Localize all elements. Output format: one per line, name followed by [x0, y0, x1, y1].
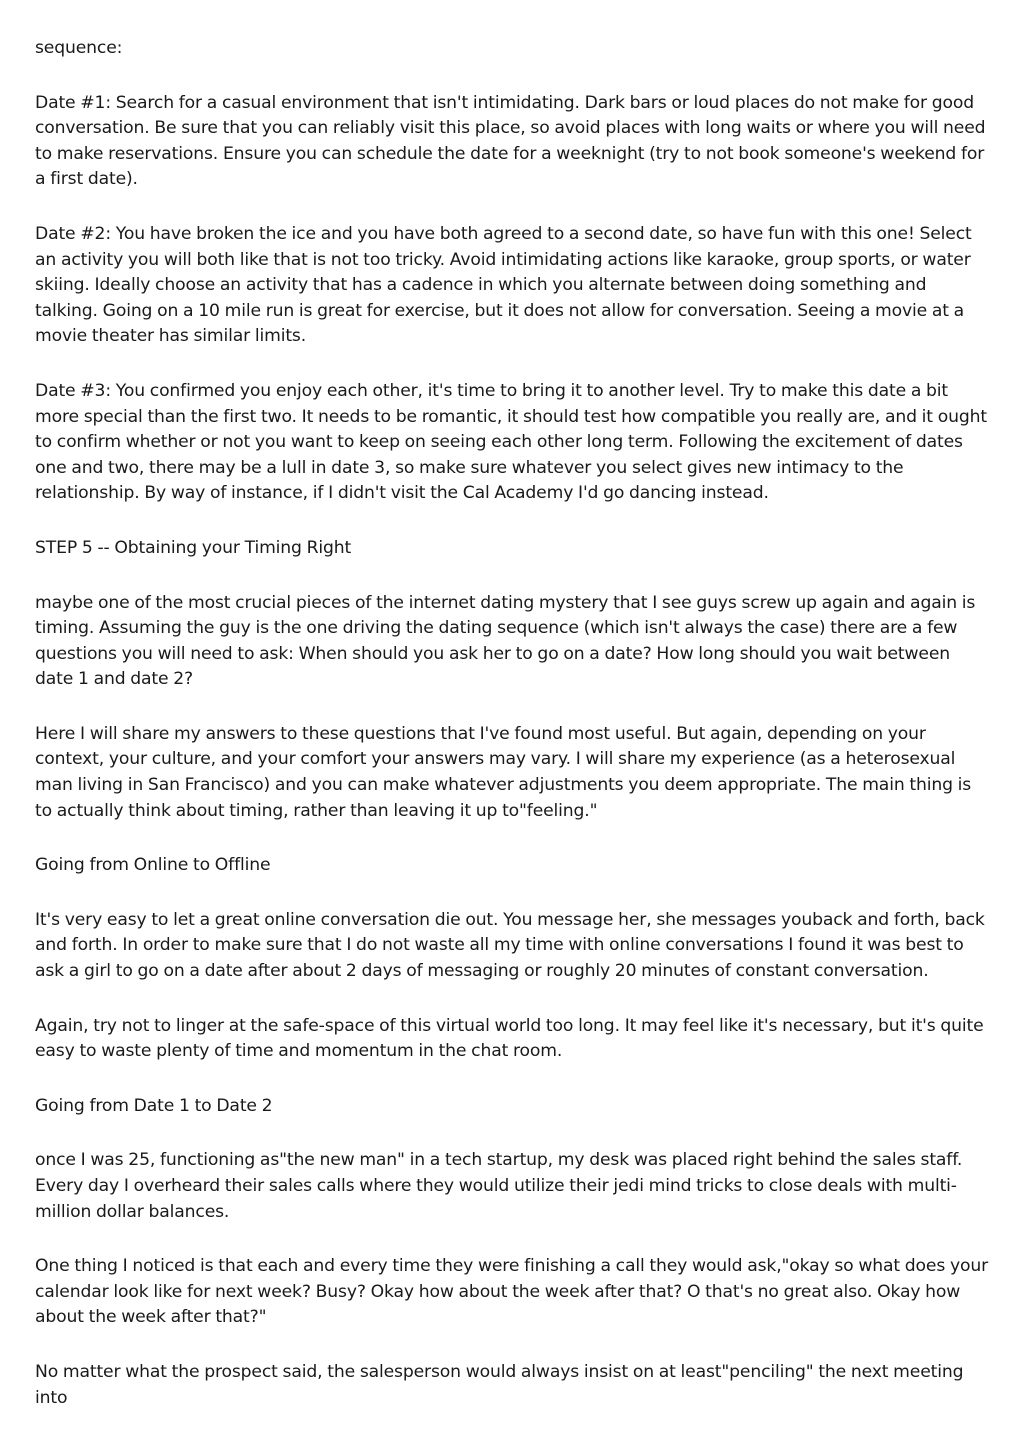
- heading-step-5: STEP 5 -- Obtaining your Timing Right: [35, 537, 352, 558]
- document-page: [35, 36, 991, 1440]
- paragraph-sales-calls: One thing I noticed is that each and every time they were finishing a call they would ask,"okay so what does your calendar look like for next week? Busy? Okay how about the week after that? O that's no great also. Okay how about the week after that?": [35, 1256, 988, 1328]
- paragraph-virtual-world: Again, try not to linger at the safe-space of this virtual world too long. It may feel like it's necessary, but it's quite easy to waste plenty of time and momentum in the chat room.: [35, 1015, 984, 1062]
- paragraph-answers: Here I will share my answers to these questions that I've found most useful. But again, depending on your context, your culture, and your comfort your answers may vary. I will share my experience (as a heterosexual man living in San Francisco) and you can make whatever adjustments you deem appropriate. The main thing is to actually think about timing, rather than leaving it up to"feeling.": [35, 723, 972, 821]
- heading-online-to-offline: Going from Online to Offline: [35, 855, 271, 876]
- paragraph-sequence-label: sequence:: [35, 38, 123, 58]
- paragraph-date-2: Date #2: You have broken the ice and you have both agreed to a second date, so have fun with this one! Select an activity you will both like that is not too tricky. Avoid intimidating actions like karaoke, group sports, or water skiing. Ideally choose an activity that has a cadence in which you alternate between doing something and talking. Going on a 10 mile run is great for exercise, but it does not allow for conversation. Seeing a movie at a movie theater has similar limits.: [35, 223, 972, 347]
- paragraph-date-3: Date #3: You confirmed you enjoy each other, it's time to bring it to another level. Try to make this date a bit more special than the first two. It needs to be romantic, it should test how compatible you really are, and it ought to confirm whether or not you want to keep on seeing each other long term. Following the excitement of dates one and two, there may be a lull in date 3, so make sure whatever you select gives new intimacy to the relationship. By way of instance, if I didn't visit the Cal Academy I'd go dancing instead.: [35, 380, 987, 504]
- paragraph-timing-intro: maybe one of the most crucial pieces of the internet dating mystery that I see guys screw up again and again is timing. Assuming the guy is the one driving the dating sequence (which isn't always the case) there are a few questions you will need to ask: When should you ask her to go on a date? How long should you wait between date 1 and date 2?: [35, 592, 976, 690]
- paragraph-online-conversation: It's very easy to let a great online conversation die out. You message her, she messages youback and forth, back and forth. In order to make sure that I do not waste all my time with online conversations I found it was best to ask a girl to go on a date after about 2 days of messaging or roughly 20 minutes of constant conversation.: [35, 909, 985, 982]
- paragraph-date-1: Date #1: Search for a casual environment that isn't intimidating. Dark bars or loud places do not make for good conversation. Be sure that you can reliably visit this place, so avoid places with long waits or where you will need to make reservations. Ensure you can schedule the date for a weeknight (try to not book someone's weekend for a first date).: [35, 92, 986, 190]
- heading-date-1-to-date-2: Going from Date 1 to Date 2: [35, 1095, 273, 1116]
- paragraph-penciling: No matter what the prospect said, the salesperson would always insist on at least"penciling" the next meeting into: [35, 1361, 964, 1408]
- paragraph-tech-startup: once I was 25, functioning as"the new man" in a tech startup, my desk was placed right behind the sales staff. Every day I overheard their sales calls where they would utilize their jedi mind tricks to close deals with multi-million dollar balances.: [35, 1150, 963, 1222]
